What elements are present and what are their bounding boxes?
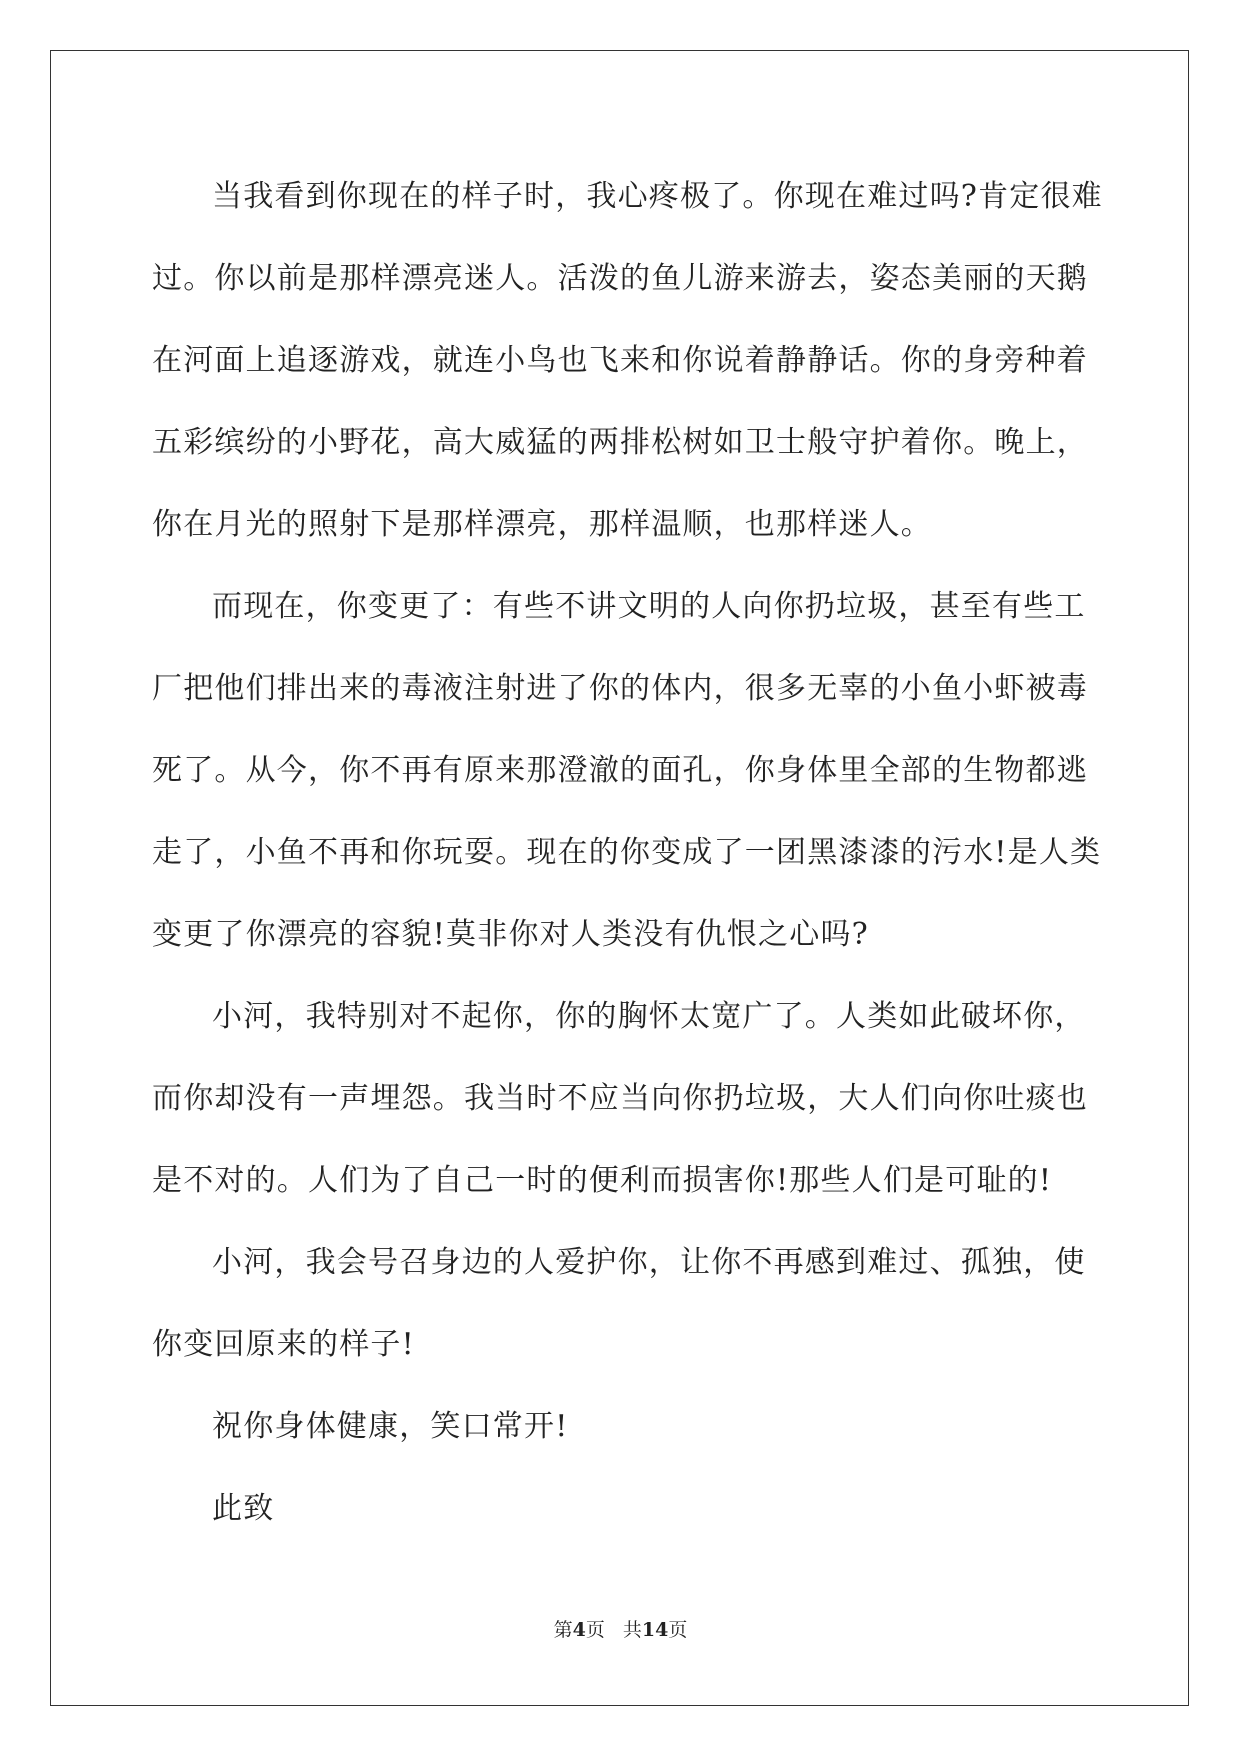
text-line: 是不对的。人们为了自己一时的便利而损害你!那些人们是可耻的! [152,1163,1053,1198]
page-number-footer [0,1615,1241,1642]
paragraph-2 [152,566,1102,976]
text-line: 在河面上追逐游戏，就连小鸟也飞来和你说着静静话。你的身旁种着 [152,343,1088,378]
closing-salutation [152,1468,1092,1550]
text-line: 而你却没有一声埋怨。我当时不应当向你扔垃圾，大人们向你吐痰也 [152,1081,1088,1116]
paragraph-3 [152,976,1092,1222]
text-line: 小河，我会号召身边的人爱护你，让你不再感到难过、孤独，使 [212,1245,1086,1280]
text-line: 五彩缤纷的小野花，高大威猛的两排松树如卫士般守护着你。晚上， [152,425,1088,460]
total-prefix: 共 [622,1619,642,1641]
text-line: 变更了你漂亮的容貌!莫非你对人类没有仇恨之心吗? [152,917,869,952]
text-line: 死了。从今，你不再有原来那澄澈的面孔，你身体里全部的生物都逃 [152,753,1088,788]
paragraph-4 [152,1222,1092,1386]
letter-body [152,156,1103,1550]
text-line: 过。你以前是那样漂亮迷人。活泼的鱼儿游来游去，姿态美丽的天鹅 [152,261,1088,296]
text-line: 你在月光的照射下是那样漂亮，那样温顺，也那样迷人。 [152,507,932,542]
text-line: 走了，小鱼不再和你玩耍。现在的你变成了一团黑漆漆的污水!是人类 [152,835,1102,870]
closing-wish [152,1386,1092,1468]
text-line: 此致 [212,1491,275,1526]
page-current: 4 [572,1619,586,1641]
page-total: 14 [641,1619,669,1641]
text-line: 祝你身体健康，笑口常开! [212,1409,569,1444]
text-line: 而现在，你变更了：有些不讲文明的人向你扔垃圾，甚至有些工 [212,589,1086,624]
text-line: 厂把他们排出来的毒液注射进了你的体内，很多无辜的小鱼小虾被毒 [152,671,1088,706]
page-unit: 页 [585,1619,605,1641]
text-line: 当我看到你现在的样子时，我心疼极了。你现在难过吗?肯定很难 [212,179,1103,214]
text-line: 小河，我特别对不起你，你的胸怀太宽广了。人类如此破坏你， [212,999,1086,1034]
page-prefix: 第 [553,1619,573,1641]
paragraph-1 [152,156,1103,566]
text-line: 你变回原来的样子! [152,1327,415,1362]
total-unit: 页 [668,1619,688,1641]
